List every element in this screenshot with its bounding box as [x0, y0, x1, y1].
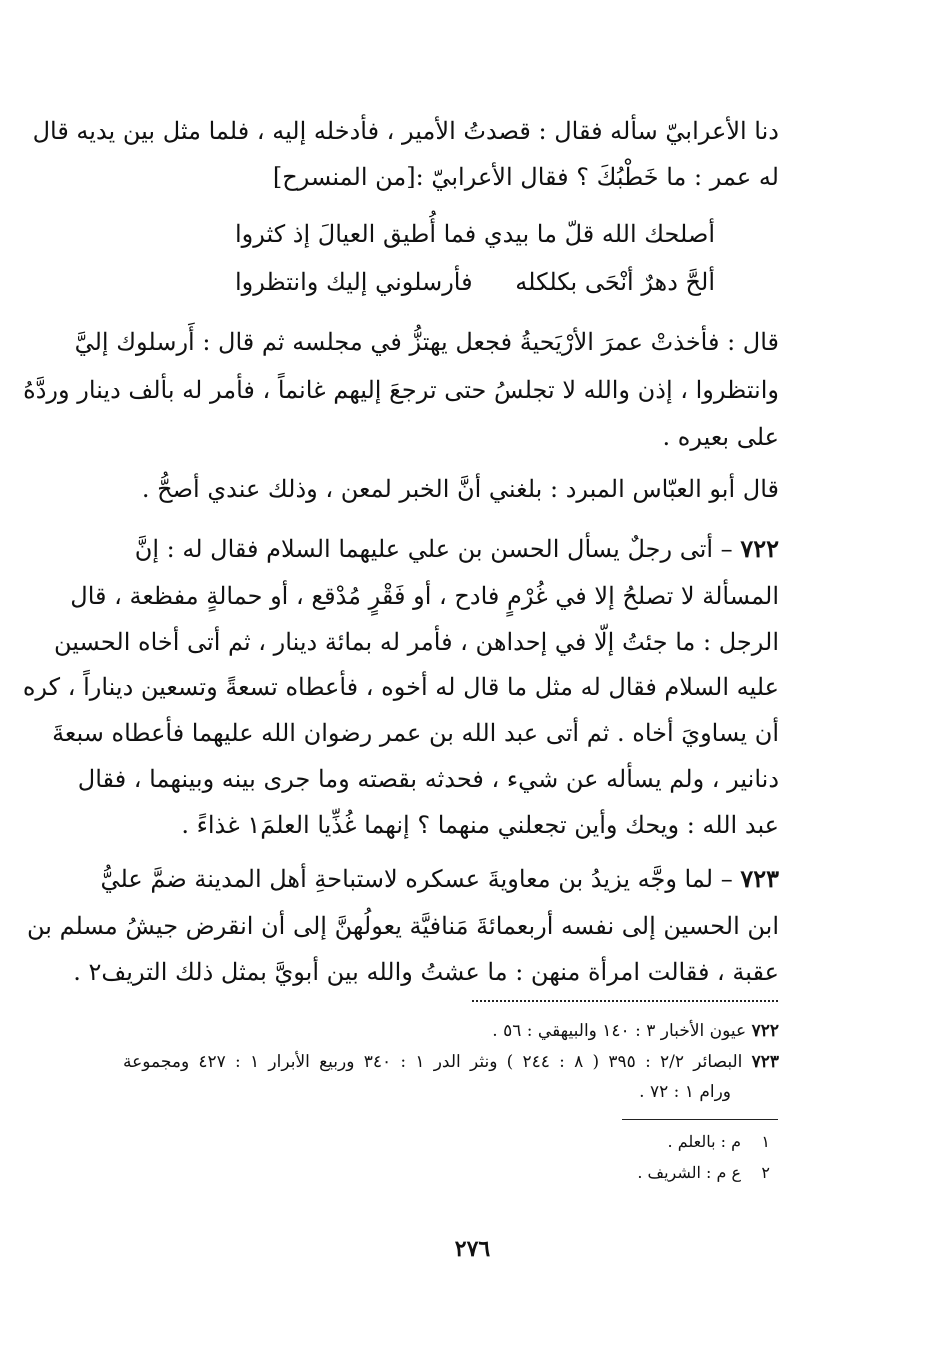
entry-number: ٧٢٢ [740, 534, 779, 563]
entry-text: – لما وجَّه يزيدُ بن معاويةَ عسكره لاستباحةِ أهل المدينة ضمَّ عليُّ [100, 865, 733, 893]
text-line: وانتظروا ، إذن والله لا تجلسُ حتى ترجعَ إليهم غانماً ، فأمر له بألف دينار وردَّهُ [23, 376, 779, 404]
page-number: ٢٧٦ [454, 1236, 491, 1262]
text-line: دنا الأعرابيّ سأله فقال : قصدتُ الأمير ، فأدخله إليه ، فلما مثل بين يديه قال [32, 117, 779, 145]
footnote [637, 1160, 770, 1186]
source-line [639, 1079, 731, 1105]
footnote [668, 1129, 770, 1155]
source-text: عيون الأخبار ٣ : ١٤٠ والبيهقي : ٥٦ . [492, 1021, 747, 1041]
verse-line [235, 265, 715, 299]
text-line: ابن الحسين إلى نفسه أربعمائةَ مَنافيَّة يعولُهنَّ إلى أن انقرض جيشُ مسلم بن [26, 912, 779, 940]
verse-hemistich-first: ألحَّ دهرٌ أنْحَى بكلكله [515, 268, 715, 296]
footnote-text: م : بالعلم . [667, 1132, 742, 1151]
verse-hemistich-first: أصلحك الله قلّ ما بيدي [483, 220, 715, 248]
source-line [492, 1018, 779, 1044]
footnote-text: ع م : الشريف . [637, 1163, 742, 1182]
text-line: قال : فأخذتْ عمرَ الأرْيَحيةُ فجعل يهتزُّ في مجلسه ثم قال : أَرسلوك إليَّ [74, 328, 779, 356]
verse-hemistich-second: فأرسلوني إليك وانتظروا [235, 268, 473, 296]
verse-hemistich-second: فما أُطيق العيالَ إذ كثروا [235, 220, 477, 248]
entry-722-first-line [134, 532, 779, 566]
verse-line [235, 217, 715, 251]
text-line: عقبة ، فقالت امرأة منهن : ما عشتُ والله بين أبويَّ بمثل ذلك التريف٢ . [73, 958, 779, 986]
text-line: دنانير ، ولم يسأله عن شيء ، فحدثه بقصته وما جرى بينه وبينهما ، فقال [77, 765, 779, 793]
source-text: البصائر ٢/٢ : ٣٩٥ ( ٨ : ٢٤٤ ) ونثر الدر ١ : ٣٤٠ وربيع الأبرار ١ : ٤٢٧ ومجموعة [123, 1052, 743, 1072]
text-line: أن يساويَ أخاه . ثم أتى عبد الله بن عمر رضوان الله عليهما فأعطاه سبعةَ [52, 719, 779, 747]
source-text: ورام ١ : ٧٢ . [639, 1082, 731, 1102]
entry-number: ٧٢٣ [740, 864, 779, 893]
footnote-rule [622, 1119, 778, 1120]
text-line: عليه السلام فقال له مثل ما قال له أخوه ، فأعطاه تسعةً وتسعين ديناراً ، كره [22, 673, 779, 701]
mubarrad-note: قال أبو العبّاس المبرد : بلغني أنَّ الخبر لمعن ، وذلك عندي أصحُّ . [141, 475, 779, 503]
text-line: الرجل : ما جئتُ إلّا في إحداهن ، فأمر له بمائة دينار ، ثم أتى أخاه الحسين [54, 628, 779, 656]
text-line: عبد الله : ويحك وأين تجعلني منهما ؟ إنهما غُذِّيا العلمَ١ غذاءً . [181, 811, 779, 839]
entry-text: – أتى رجلٌ يسأل الحسن بن علي عليهما السلام فقال له : إنَّ [134, 535, 733, 563]
source-number: ٧٢٢ [751, 1021, 779, 1041]
source-number: ٧٢٣ [751, 1052, 780, 1072]
footnote-number: ٢ [761, 1163, 770, 1182]
text-line: المسألة لا تصلحُ إلا في غُرْمٍ فادح ، أو فَقْرٍ مُدْقع ، أو حمالةٍ مفظعة ، قال [70, 582, 779, 610]
text-line: على بعيره . [662, 423, 779, 451]
footnote-number: ١ [761, 1132, 770, 1151]
dotted-separator [472, 1000, 778, 1002]
text-line: له عمر : ما خَطْبُكَ ؟ فقال الأعرابيّ :[من المنسرح] [272, 163, 779, 191]
source-line [123, 1049, 779, 1075]
entry-723-first-line [100, 862, 779, 896]
